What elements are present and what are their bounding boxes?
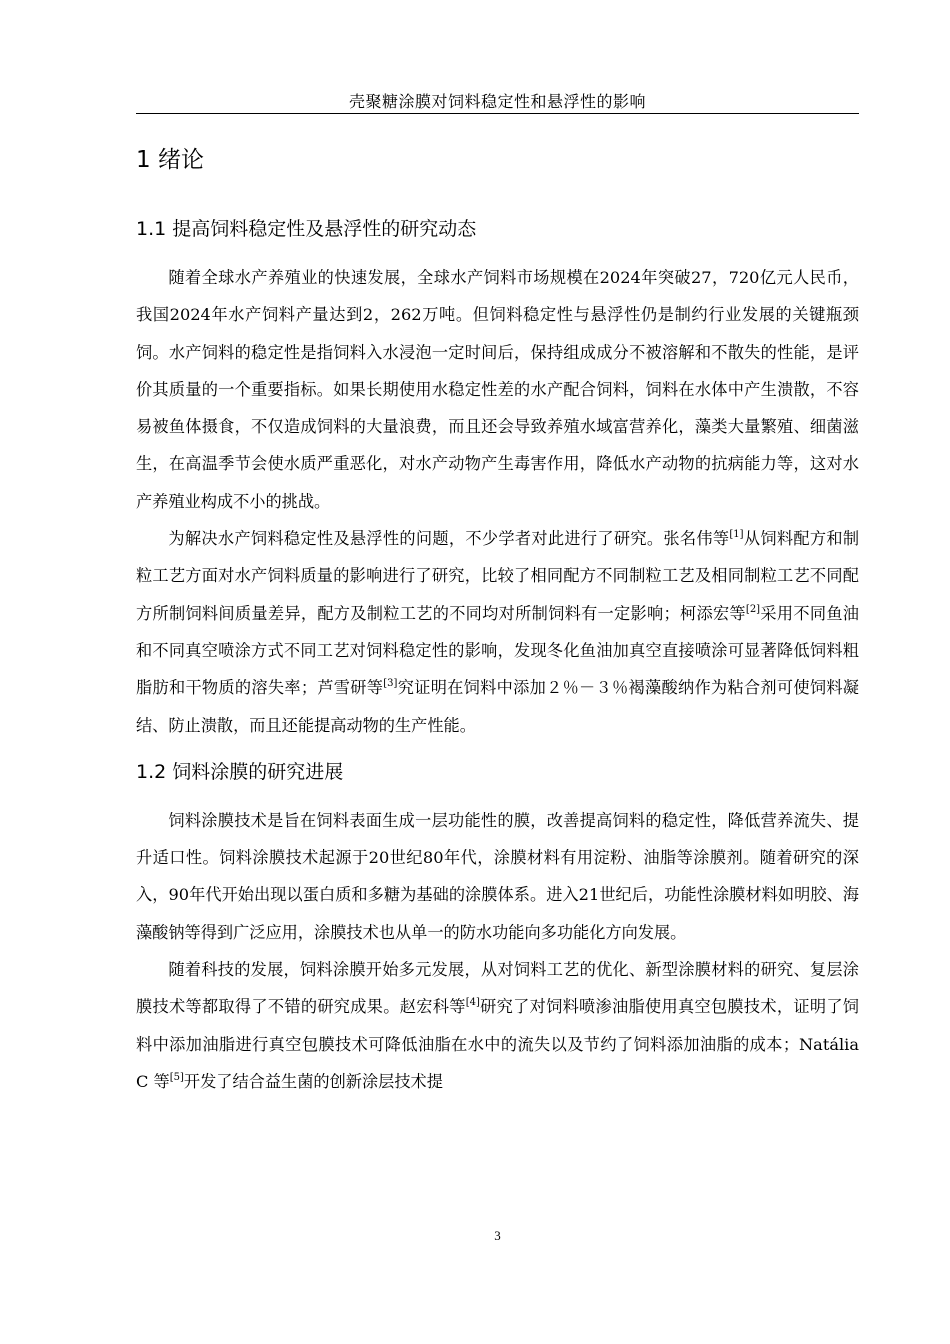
paragraph-text: 研究了对饲料喷渗油脂使用真空包膜技术，证明了饲料中添加油脂进行真空包膜技术可降低油脂在水中的流失以及节约了饲料添加油脂的成本；Natália C 等: [136, 997, 859, 1091]
paragraph-text: 究证明在饲料中添加２％－３％褐藻酸纳作为粘合剂可使饲料凝结、防止溃散，而且还能提高动物的生产性能。: [136, 678, 859, 735]
paragraph: [136, 259, 859, 520]
citation-marker: [1]: [729, 529, 744, 541]
paragraph-text: 从饲料配方和制粒工艺方面对水产饲料质量的影响进行了研究，比较了相同配方不同制粒工艺及相同制粒工艺不同配方所制饲料间质量差异，配方及制粒工艺的不同均对所制饲料有一定影响；柯添宏等: [136, 529, 860, 623]
chapter-title: 1 绪论: [136, 147, 204, 173]
paragraph: [136, 951, 859, 1100]
paragraph-text: 随着全球水产养殖业的快速发展，全球水产饲料市场规模在2024年突破27，720亿元人民币，我国2024年水产饲料产量达到2，262万吨。但饲料稳定性与悬浮性仍是制约行业发展的关键瓶颈饲。水产饲料的稳定性是指饲料入水浸泡一定时间后，保持组成成分不被溶解和不散失的性能，是评价其质量的一个重要指标。如果长期使用水稳定性差的水产配合饲料，饲料在水体中产生溃散，不容易被鱼体摄食，不仅造成饲料的大量浪费，而且还会导致养殖水域富营养化，藻类大量繁殖、细菌滋生，在高温季节会使水质严重恶化，对水产动物产生毒害作用，降低水产动物的抗病能力等，这对水产养殖业构成不小的挑战。: [136, 268, 859, 511]
header-rule: [136, 113, 859, 114]
paragraph-text: 随着科技的发展，饲料涂膜开始多元发展，从对饲料工艺的优化、新型涂膜材料的研究、复层涂膜技术等都取得了不错的研究成果。赵宏科等: [136, 960, 859, 1017]
paragraph: [136, 520, 859, 744]
paragraph-text: 采用不同鱼油和不同真空喷涂方式不同工艺对饲料稳定性的影响，发现冬化鱼油加真空直接喷涂可显著降低饲料粗脂肪和干物质的溶失率；芦雪研等: [136, 603, 859, 698]
paragraph-text: 饲料涂膜技术是旨在饲料表面生成一层功能性的膜，改善提高饲料的稳定性，降低营养流失、提升适口性。饲料涂膜技术起源于20世纪80年代，涂膜材料有用淀粉、油脂等涂膜剂。随着研究的深入，90年代开始出现以蛋白质和多糖为基础的涂膜体系。进入21世纪后，功能性涂膜材料如明胶、海藻酸钠等得到广泛应用，涂膜技术也从单一的防水功能向多功能化方向发展。: [136, 810, 859, 942]
citation-marker: [5]: [169, 1071, 184, 1083]
page-number: 3: [494, 1228, 501, 1243]
paragraph: [136, 802, 859, 951]
citation-marker: [2]: [745, 603, 761, 615]
paragraph-text: 为解决水产饲料稳定性及悬浮性的问题，不少学者对此进行了研究。张名伟等: [168, 529, 730, 549]
running-header: 壳聚糖涂膜对饲料稳定性和悬浮性的影响: [348, 92, 646, 111]
section-title: 1.1 提高饲料稳定性及悬浮性的研究动态: [136, 218, 477, 240]
citation-marker: [4]: [465, 997, 480, 1009]
paragraph-text: 开发了结合益生菌的创新涂层技术提: [183, 1071, 443, 1091]
citation-marker: [3]: [383, 678, 398, 690]
document-body: [136, 140, 859, 1100]
section-title: 1.2 饲料涂膜的研究进展: [136, 760, 344, 783]
